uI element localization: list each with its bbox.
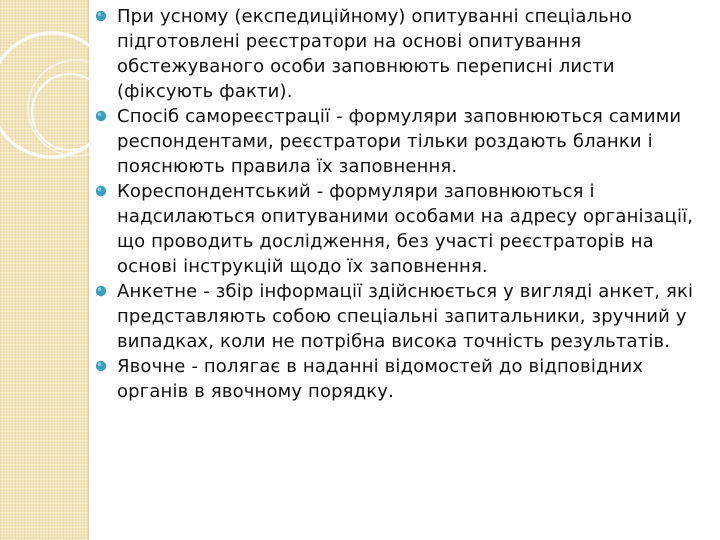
bullet-text: Явочне - полягає в наданні відомостей до відповідних органів в явочному порядку. xyxy=(117,356,644,402)
content-area xyxy=(92,4,710,404)
bullet-text: Спосіб самореєстрації - формуляри заповнюються самими респондентами, реєстратори тільки роздають бланки і пояснюють правила їх заповнення. xyxy=(117,106,682,177)
bullet-item xyxy=(92,354,710,404)
bullet-item xyxy=(92,4,710,104)
circle-bullet-icon xyxy=(95,360,107,372)
circle-bullet-icon xyxy=(95,110,107,122)
bullet-item xyxy=(92,104,710,179)
bullet-text: При усному (експедиційному) опитуванні спеціально підготовлені реєстратори на основі опитування обстежуваного особи заповнюють переписні листи (фіксують факти). xyxy=(117,6,633,102)
bullet-list xyxy=(92,4,710,404)
bullet-text: Анкетне - збір інформації здійснюється у вигляді анкет, які представляють собою спеціальні запитальники, зручний у випадках, коли не потрібна висока точність результатів. xyxy=(117,281,694,352)
bullet-item xyxy=(92,279,710,354)
circle-bullet-icon xyxy=(95,10,107,22)
bullet-item xyxy=(92,179,710,279)
bullet-text: Кореспондентський - формуляри заповнюються і надсилаються опитуваними особами на адресу організації, що проводить дослідження, без участі реєстраторів на основі інструкцій щодо їх заповнення. xyxy=(117,181,694,277)
circle-bullet-icon xyxy=(95,285,107,297)
circle-bullet-icon xyxy=(95,185,107,197)
